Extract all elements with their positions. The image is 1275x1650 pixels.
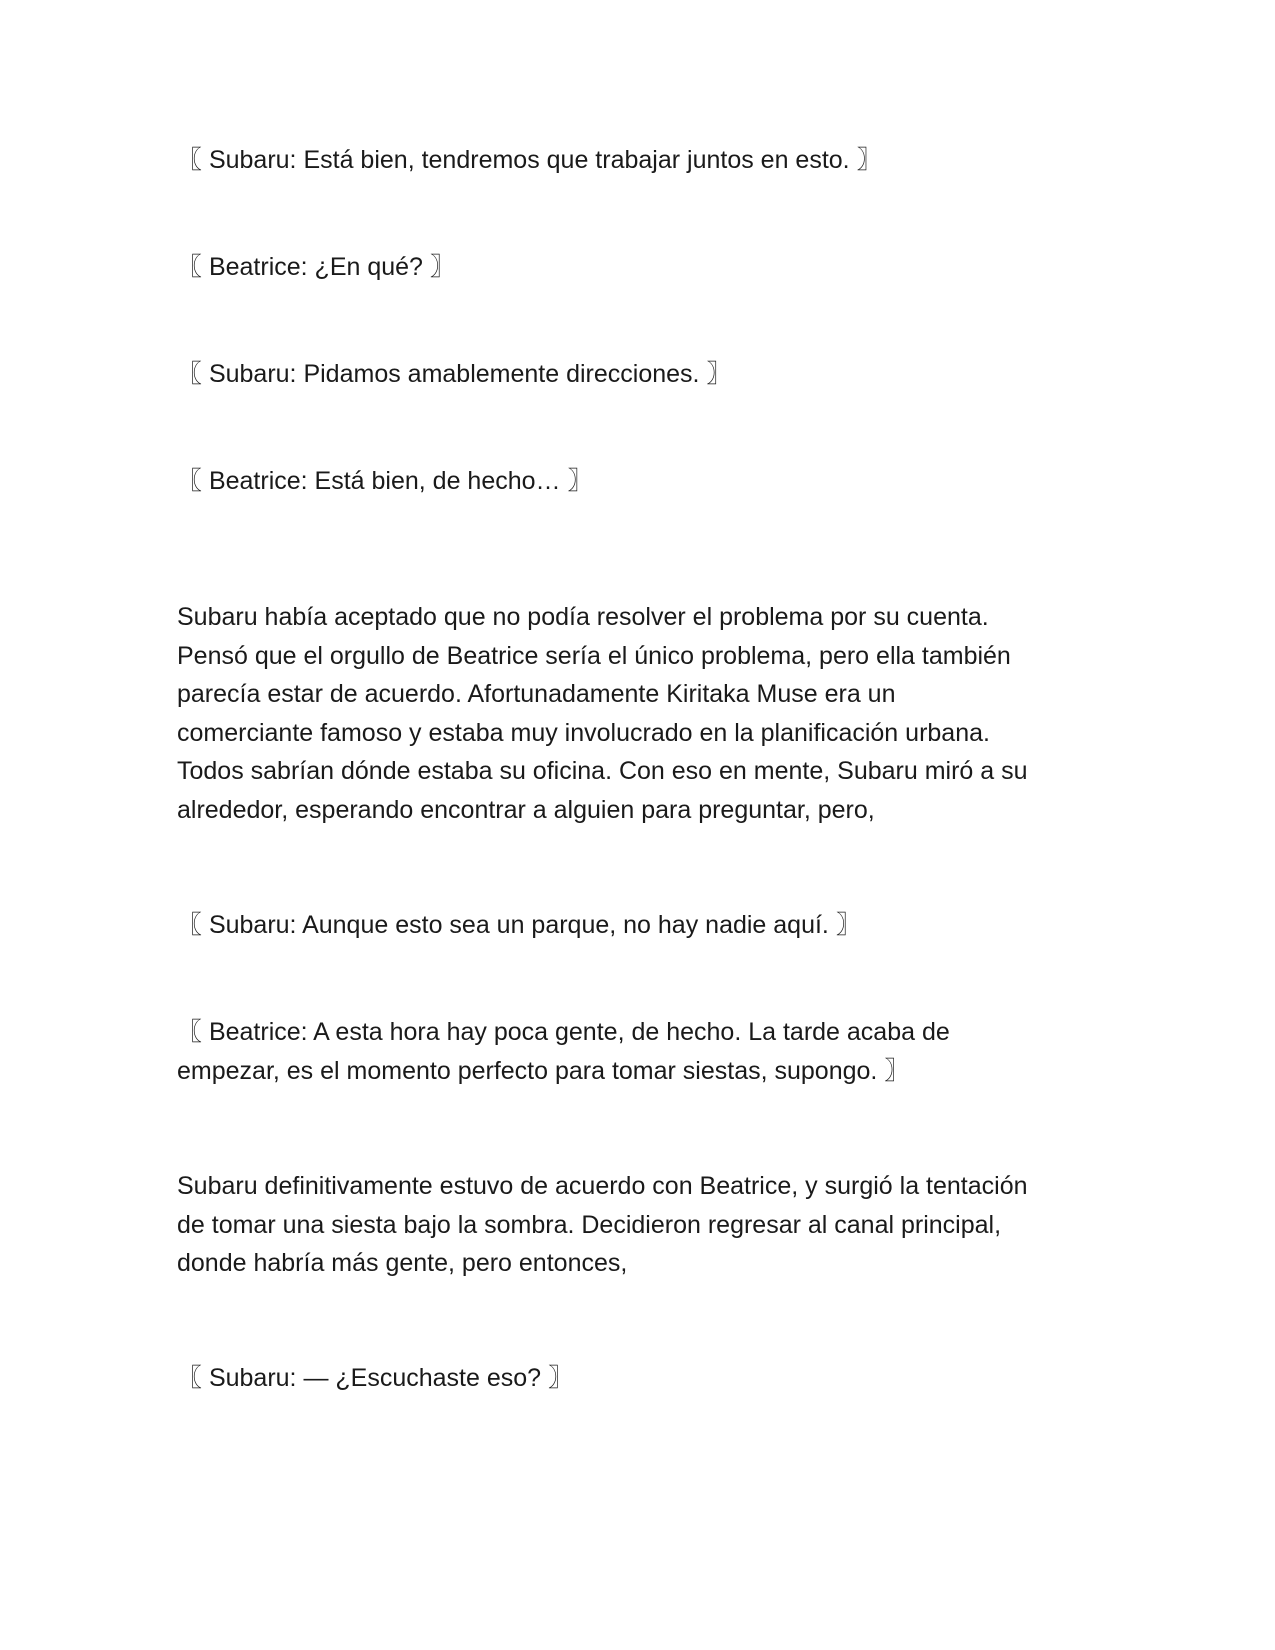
dialogue-subaru-1 [177,141,1097,180]
dialogue-subaru-4 [177,1359,1097,1398]
text-line: 〖 Subaru: Aunque esto sea un parque, no hay nadie aquí. 〗 [177,911,861,939]
text-line: Todos sabrían dónde estaba su oficina. Con eso en mente, Subaru miró a su [177,757,1028,785]
text-line: parecía estar de acuerdo. Afortunadamente Kiritaka Muse era un [177,680,896,708]
dialogue-beatrice-1 [177,248,1097,287]
text-line: comerciante famoso y estaba muy involucrado en la planificación urbana. [177,718,990,747]
text-line: 〖 Subaru: Pidamos amablemente direcciones. 〗 [177,360,732,388]
text-line: Subaru había aceptado que no podía resolver el problema por su cuenta. [177,603,989,631]
text-line: donde habría más gente, pero entonces, [177,1249,628,1277]
text-line: Pensó que el orgullo de Beatrice sería el único problema, pero ella también [177,641,1011,670]
text-line: de tomar una siesta bajo la sombra. Decidieron regresar al canal principal, [177,1210,1002,1239]
dialogue-subaru-3 [177,906,1097,945]
dialogue-beatrice-2 [177,462,1097,501]
dialogue-subaru-2 [177,355,1097,394]
text-line: 〖 Subaru: Está bien, tendremos que trabajar juntos en esto. 〗 [177,146,882,174]
text-line: 〖 Beatrice: Está bien, de hecho… 〗 [177,467,593,495]
narration-paragraph-1 [177,598,1097,829]
text-line: alrededor, esperando encontrar a alguien para preguntar, pero, [177,795,875,824]
text-line: Subaru definitivamente estuvo de acuerdo con Beatrice, y surgió la tentación [177,1172,1028,1200]
text-line: empezar, es el momento perfecto para tomar siestas, supongo. 〗 [177,1056,910,1085]
narration-paragraph-2 [177,1167,1097,1283]
text-line: 〖 Subaru: — ¿Escuchaste eso? 〗 [177,1364,574,1392]
text-line: 〖 Beatrice: A esta hora hay poca gente, de hecho. La tarde acaba de [177,1018,950,1046]
text-line: 〖 Beatrice: ¿En qué? 〗 [177,253,455,281]
dialogue-beatrice-3 [177,1013,1097,1090]
